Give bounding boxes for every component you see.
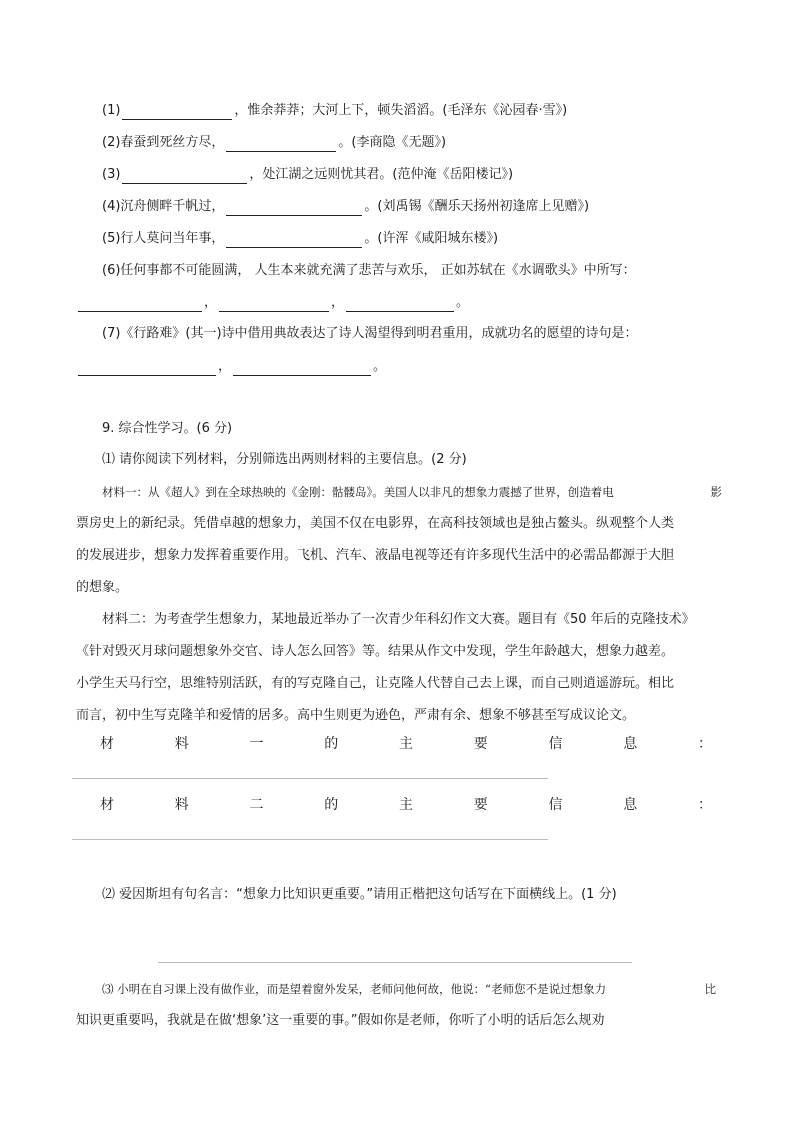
answer-blank-6c[interactable] <box>346 297 454 312</box>
separator-comma: ， <box>331 295 345 310</box>
label-char: 信 <box>548 797 563 813</box>
item-5-prefix: (5)行人莫问当年事， <box>102 231 225 246</box>
q9-part-2-prompt: ⑵ 爱因斯坦有句名言：“想象力比知识更重要。”请用正楷把这句话写在下面横线上。(1 分) <box>102 887 617 902</box>
label-char: 料 <box>174 736 189 752</box>
end-period: 。 <box>373 359 387 374</box>
label-char: 主 <box>399 736 413 752</box>
q8-item-1 <box>102 102 567 120</box>
material-2-line-4: 而言，初中生写克隆羊和爱情的居多。高中生则更为逊色，严肃有余、想象不够甚至写成议论文。 <box>76 708 636 723</box>
label-char: 的 <box>324 797 339 813</box>
material-2-line-2: 《针对毁灭月球问题想象外交官、诗人怎么回答》等。结果从作文中发现，学生年龄越大，想象力越差。 <box>76 644 675 659</box>
item-3-prefix: (3) <box>102 167 121 182</box>
item-1-prefix: (1) <box>102 103 121 118</box>
item-4-prefix: (4)沉舟侧畔千帆过， <box>102 199 225 214</box>
item-3-suffix: ，处江湖之远则忧其君。(范仲淹《岳阳楼记》) <box>249 167 514 182</box>
material-2-line-1: 材料二：为考查学生想象力，某地最近举办了一次青少年科幻作文大赛。题目有《50 年后的克隆技术》 <box>102 612 695 627</box>
q8-item-7-prompt: (7)《行路难》(其一)诗中借用典故表达了诗人渴望得到明君重用，成就功名的愿望的诗句是： <box>102 326 638 341</box>
material-1-tail: 影 <box>710 485 722 499</box>
label-char: ： <box>698 797 712 813</box>
material-1-line-3: 的发展进步，想象力发挥着重要作用。飞机、汽车、液晶电视等还有许多现代生活中的必需品都源于大胆 <box>76 548 675 563</box>
answer-line-material-2[interactable] <box>72 839 548 840</box>
material-1-info-label <box>100 735 712 753</box>
label-char: 主 <box>399 797 413 813</box>
material-2-info-label <box>100 796 712 814</box>
label-char: 材 <box>100 736 114 752</box>
label-char: 料 <box>174 797 189 813</box>
item-2-suffix: 。(李商隐《无题》) <box>338 135 447 150</box>
material-1-line-2: 票房史上的新纪录。凭借卓越的想象力，美国不仅在电影界，在高科技领域也是独占鳌头。纵观整个人类 <box>76 516 675 531</box>
material-1-text: 材料一：从《超人》到在全球热映的《金刚：骷髅岛》。美国人以非凡的想象力震撼了世界，创造着电 <box>102 485 614 499</box>
label-char: 信 <box>548 736 563 752</box>
answer-blank-3[interactable] <box>122 169 247 184</box>
q8-item-7-answers <box>76 358 386 376</box>
label-char: 要 <box>473 736 488 752</box>
item-2-prefix: (2)春蚕到死丝方尽， <box>102 135 225 150</box>
q8-item-5 <box>102 230 498 248</box>
label-char: 息 <box>623 736 638 752</box>
answer-blank-1[interactable] <box>122 105 232 120</box>
label-char: 二 <box>249 797 264 813</box>
q8-item-3 <box>102 166 513 184</box>
answer-blank-5[interactable] <box>226 233 362 248</box>
label-char: 要 <box>473 797 488 813</box>
end-period: 。 <box>456 295 470 310</box>
label-char: 息 <box>623 797 638 813</box>
part-3-tail: 比 <box>704 982 716 996</box>
item-1-suffix: ，惟余莽莽；大河上下，顿失滔滔。(毛泽东《沁园春·雪》) <box>234 103 568 118</box>
answer-line-material-1[interactable] <box>72 778 548 779</box>
q9-part-3-line-2: 知识更重要吗，我就是在做‘想象’这一重要的事。”假如你是老师，你听了小明的话后怎么规劝 <box>76 1013 605 1028</box>
material-2-line-3: 小学生天马行空，思维特别活跃，有的写克隆自己，让克隆人代替自己去上课，而自己则逍遥游玩。相比 <box>76 676 675 691</box>
answer-blank-2[interactable] <box>226 137 336 152</box>
handwriting-answer-line[interactable] <box>158 962 632 963</box>
label-char: 材 <box>100 797 114 813</box>
separator-comma: ， <box>218 359 232 374</box>
material-1-line-1 <box>102 483 722 501</box>
answer-blank-6a[interactable] <box>78 297 202 312</box>
answer-blank-7b[interactable] <box>233 361 371 376</box>
item-4-suffix: 。(刘禹锡《酬乐天扬州初逢席上见赠》) <box>364 199 590 214</box>
q8-item-2 <box>102 134 446 152</box>
q8-item-6-answers <box>76 294 469 312</box>
q9-part-3-line-1 <box>102 980 716 998</box>
material-1-line-4: 的想象。 <box>76 580 129 595</box>
answer-blank-4[interactable] <box>226 201 362 216</box>
q8-item-4 <box>102 198 589 216</box>
q9-part-1-prompt: ⑴ 请你阅读下列材料，分别筛选出两则材料的主要信息。(2 分) <box>102 452 467 467</box>
part-3-text: ⑶ 小明在自习课上没有做作业，而是望着窗外发呆，老师问他何故，他说：“老师您不是说过想象力 <box>102 982 607 996</box>
label-char: 的 <box>324 736 339 752</box>
q8-item-6-prompt: (6)任何事都不可能圆满， 人生本来就充满了悲苦与欢乐， 正如苏轼在《水调歌头》中所写： <box>102 263 636 278</box>
answer-blank-7a[interactable] <box>78 361 216 376</box>
item-5-suffix: 。(许浑《咸阳城东楼》) <box>364 231 499 246</box>
q9-title: 9. 综合性学习。(6 分) <box>102 421 233 436</box>
separator-comma: ， <box>204 295 218 310</box>
label-char: ： <box>698 736 712 752</box>
label-char: 一 <box>249 736 264 752</box>
answer-blank-6b[interactable] <box>219 297 329 312</box>
